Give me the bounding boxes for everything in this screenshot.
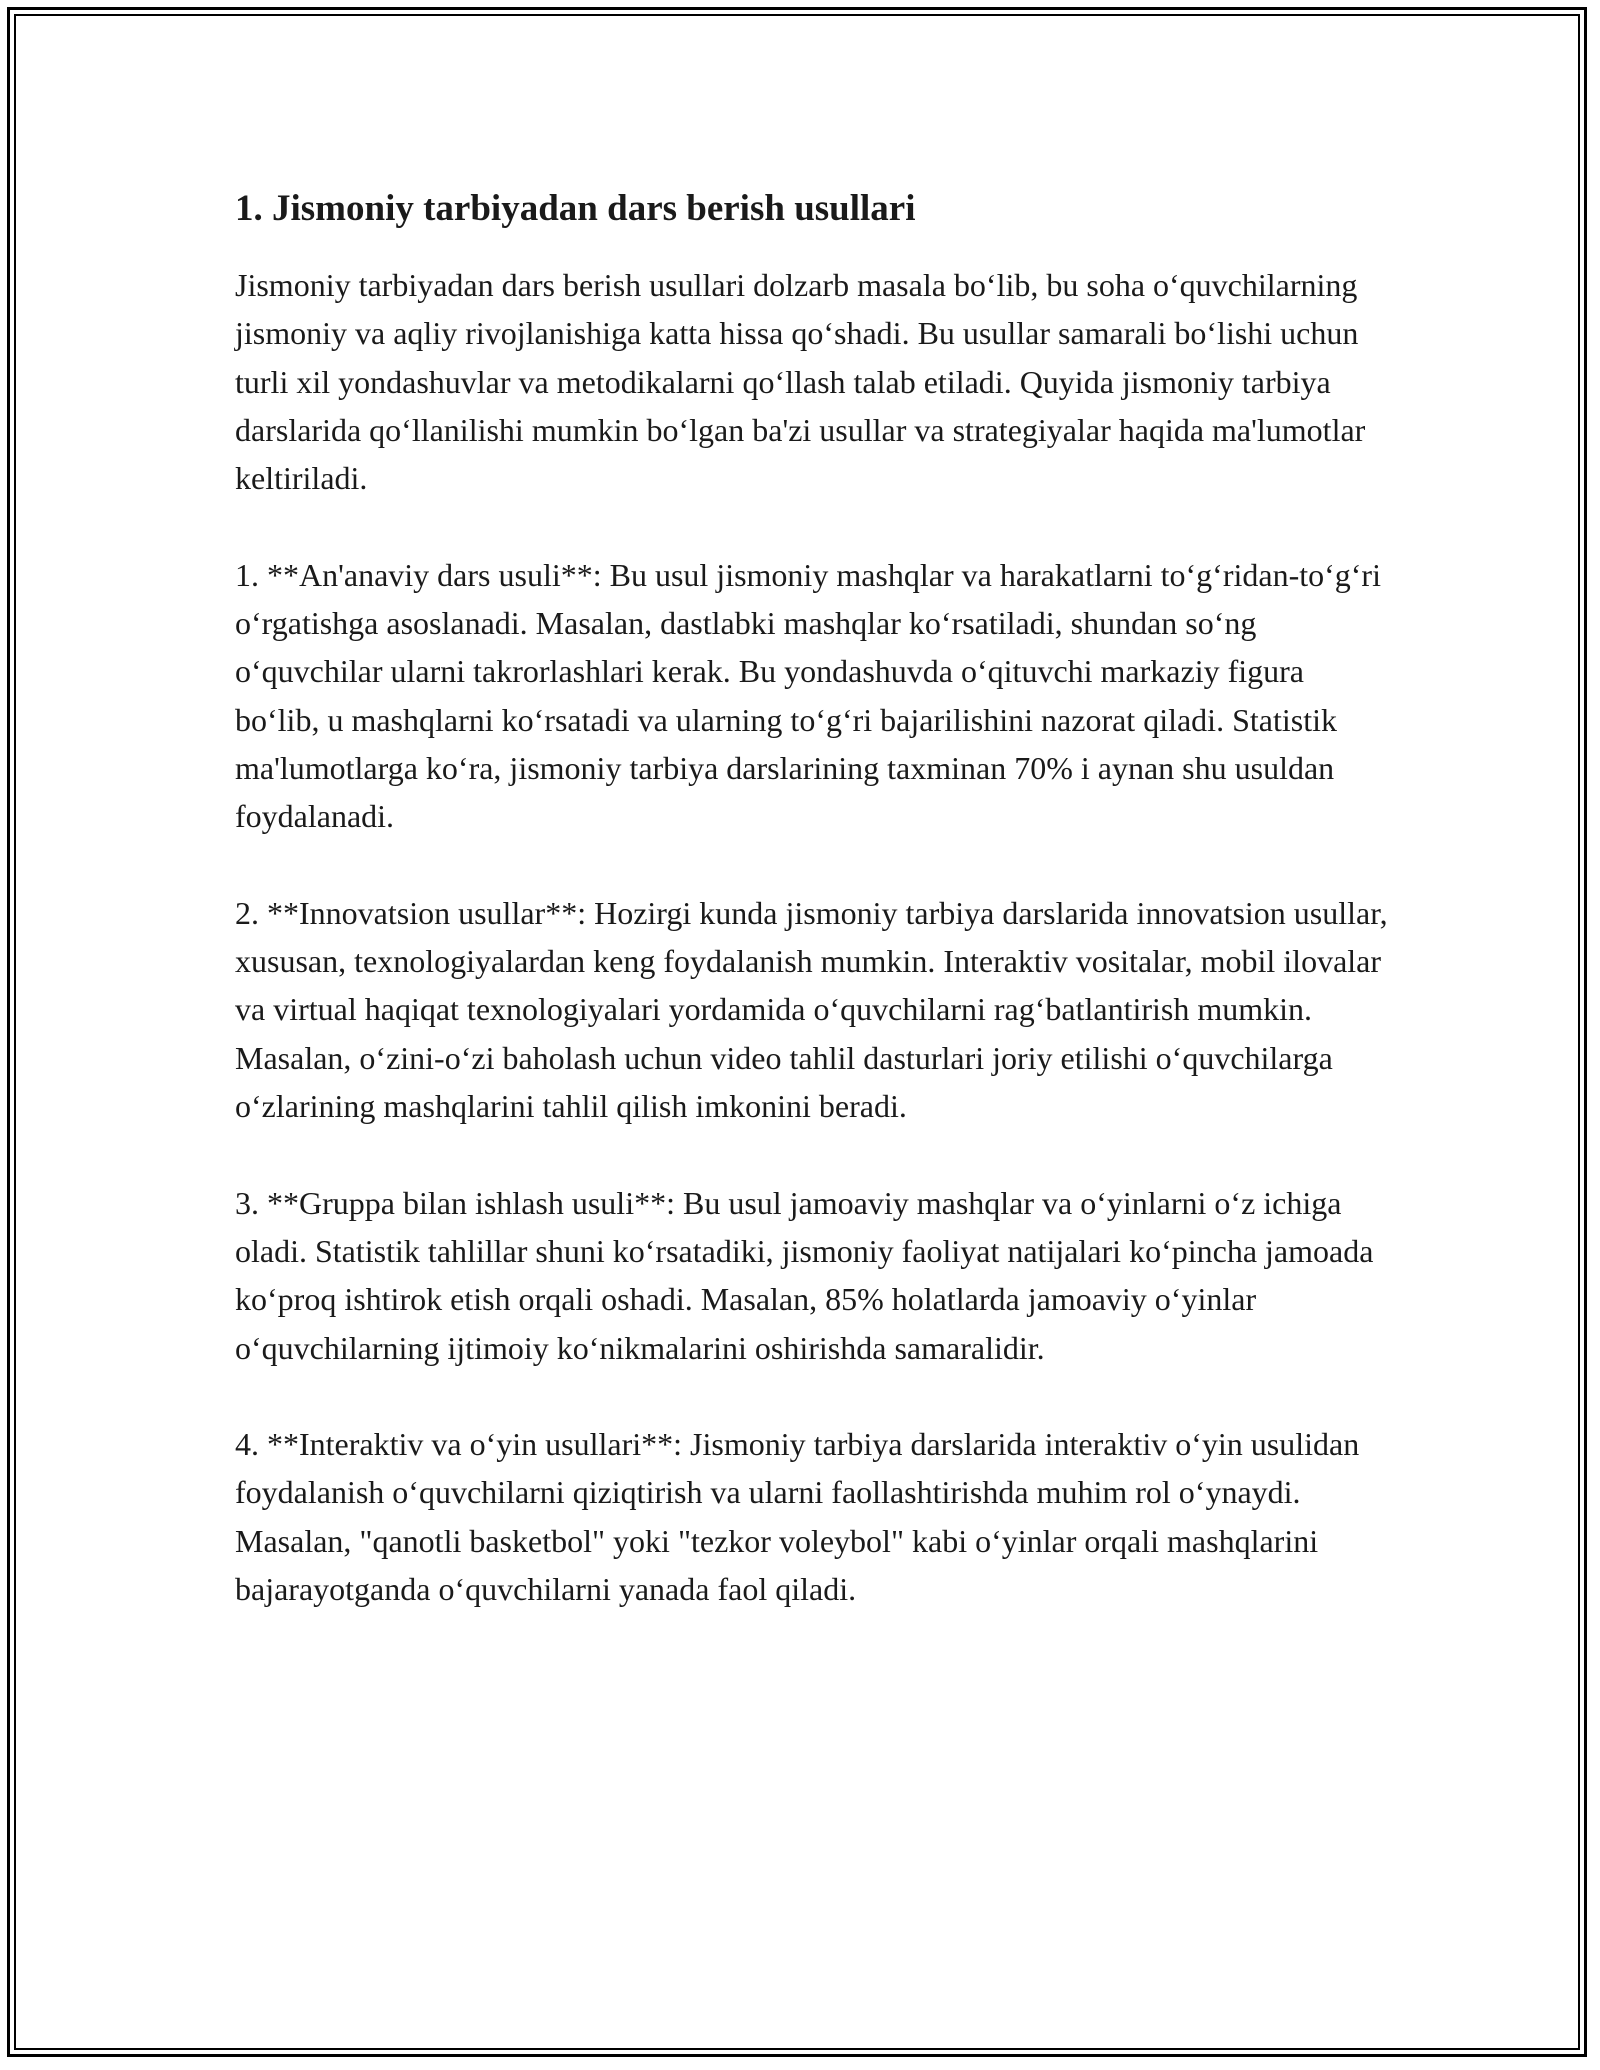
paragraph-interactive-games: 4. **Interaktiv va o‘yin usullari**: Jismoniy tarbiya darslarida interaktiv o‘yin usulidan foydalanish o‘quvchilarni qiziqtirish va ularni faollashtirishda muhim rol o‘ynaydi. Masalan, "qanotli basketbol" yoki "tezkor voleybol" kabi o‘yinlar orqali mashqlarini bajarayotganda o‘quvchilarni yanada faol qiladi.: [235, 1426, 1360, 1608]
paragraph-traditional-method: 1. **An'anaviy dars usuli**: Bu usul jismoniy mashqlar va harakatlarni to‘g‘ridan-to‘g‘ri o‘rgatishga asoslanadi. Masalan, dastlabki mashqlar ko‘rsatiladi, shundan so‘ng o‘quvchilar ularni takrorlashlari kerak. Bu yondashuvda o‘qituvchi markaziy figura bo‘lib, u mashqlarni ko‘rsatadi va ularning to‘g‘ri bajarilishini nazorat qiladi. Statistik ma'lumotlarga ko‘ra, jismoniy tarbiya darslarining taxminan 70% i aynan shu usuldan foydalanadi.: [235, 556, 1381, 835]
paragraph-group-method: 3. **Gruppa bilan ishlash usuli**: Bu usul jamoaviy mashqlar va o‘yinlarni o‘z ichiga oladi. Statistik tahlillar shuni ko‘rsatadiki, jismoniy faoliyat natijalari ko‘pincha jamoada ko‘proq ishtirok etish orqali oshadi. Masalan, 85% holatlarda jamoaviy o‘yinlar o‘quvchilarning ijtimoiy ko‘nikmalarini oshirishda samaralidir.: [235, 1184, 1374, 1366]
document-body: [235, 185, 1395, 1662]
document-title: 1. Jismoniy tarbiyadan dars berish usullari: [235, 188, 916, 229]
paragraph-innovative-methods: 2. **Innovatsion usullar**: Hozirgi kunda jismoniy tarbiya darslarida innovatsion usullar, xususan, texnologiyalardan keng foydalanish mumkin. Interaktiv vositalar, mobil ilovalar va virtual haqiqat texnologiyalari yordamida o‘quvchilarni rag‘batlantirish mumkin. Masalan, o‘zini-o‘zi baholash uchun video tahlil dasturlari joriy etilishi o‘quvchilarga o‘zlarining mashqlarini tahlil qilish imkonini beradi.: [235, 894, 1388, 1125]
intro-paragraph: Jismoniy tarbiyadan dars berish usullari dolzarb masala bo‘lib, bu soha o‘quvchilarning jismoniy va aqliy rivojlanishiga katta hissa qo‘shadi. Bu usullar samarali bo‘lishi uchun turli xil yondashuvlar va metodikalarni qo‘llash talab etiladi. Quyida jismoniy tarbiya darslarida qo‘llanilishi mumkin bo‘lgan ba'zi usullar va strategiyalar haqida ma'lumotlar keltiriladi.: [235, 267, 1366, 497]
